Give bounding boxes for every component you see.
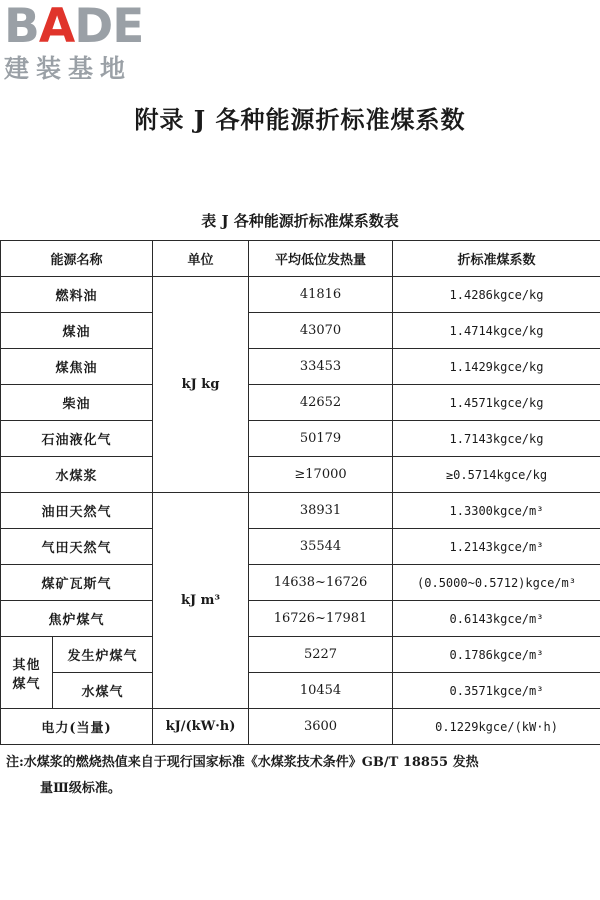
heat-value: 33453 bbox=[249, 349, 393, 385]
coefficient: ≥0.5714kgce/kg bbox=[393, 457, 600, 493]
bade-logo bbox=[4, 2, 179, 84]
heat-value: 14638~16726 bbox=[249, 565, 393, 601]
energy-coefficient-table bbox=[0, 240, 600, 745]
header-coefficient: 折标准煤系数 bbox=[393, 241, 600, 277]
other-gas-label: 其他 煤气 bbox=[1, 637, 53, 709]
heat-value: 42652 bbox=[249, 385, 393, 421]
energy-name: 电力(当量) bbox=[1, 709, 153, 745]
energy-name: 石油液化气 bbox=[1, 421, 153, 457]
table-row bbox=[1, 709, 600, 745]
coefficient: 0.1786kgce/m³ bbox=[393, 637, 600, 673]
table-row bbox=[1, 313, 600, 349]
heat-value: 50179 bbox=[249, 421, 393, 457]
table-header-row bbox=[1, 241, 600, 277]
header-energy-name: 能源名称 bbox=[1, 241, 153, 277]
coefficient: (0.5000~0.5712)kgce/m³ bbox=[393, 565, 600, 601]
coefficient: 1.4571kgce/kg bbox=[393, 385, 600, 421]
unit-kj-m3: kJ m³ bbox=[153, 493, 249, 709]
appendix-title: 附录 J 各种能源折标准煤系数 bbox=[134, 105, 466, 134]
logo-brand: BADE bbox=[4, 0, 144, 54]
heat-value: 41816 bbox=[249, 277, 393, 313]
energy-name: 油田天然气 bbox=[1, 493, 153, 529]
table-row bbox=[1, 565, 600, 601]
note-line-2: 量Ⅲ级标准。 bbox=[40, 781, 121, 796]
coefficient: 1.4286kgce/kg bbox=[393, 277, 600, 313]
energy-name: 柴油 bbox=[1, 385, 153, 421]
heat-value: 10454 bbox=[249, 673, 393, 709]
table-row bbox=[1, 529, 600, 565]
heat-value: 3600 bbox=[249, 709, 393, 745]
energy-name: 水煤气 bbox=[53, 673, 153, 709]
unit-kj-kg: kJ kg bbox=[153, 277, 249, 493]
table-row bbox=[1, 277, 600, 313]
heat-value: 5227 bbox=[249, 637, 393, 673]
unit-kj-kwh: kJ/(kW·h) bbox=[153, 709, 249, 745]
energy-name: 气田天然气 bbox=[1, 529, 153, 565]
energy-name: 水煤浆 bbox=[1, 457, 153, 493]
coefficient: 1.2143kgce/m³ bbox=[393, 529, 600, 565]
energy-name: 焦炉煤气 bbox=[1, 601, 153, 637]
energy-name: 发生炉煤气 bbox=[53, 637, 153, 673]
coefficient: 1.1429kgce/kg bbox=[393, 349, 600, 385]
table-row bbox=[1, 637, 600, 673]
coefficient: 0.1229kgce/(kW·h) bbox=[393, 709, 600, 745]
table-row bbox=[1, 457, 600, 493]
table-row bbox=[1, 673, 600, 709]
energy-name: 燃料油 bbox=[1, 277, 153, 313]
heat-value: 43070 bbox=[249, 313, 393, 349]
coefficient: 1.4714kgce/kg bbox=[393, 313, 600, 349]
table-caption: 表 J 各种能源折标准煤系数表 bbox=[201, 212, 399, 230]
heat-value: 16726~17981 bbox=[249, 601, 393, 637]
energy-name: 煤矿瓦斯气 bbox=[1, 565, 153, 601]
energy-name: 煤油 bbox=[1, 313, 153, 349]
coefficient: 0.3571kgce/m³ bbox=[393, 673, 600, 709]
table-row bbox=[1, 385, 600, 421]
header-unit: 单位 bbox=[153, 241, 249, 277]
energy-name: 煤焦油 bbox=[1, 349, 153, 385]
table-row bbox=[1, 493, 600, 529]
coefficient: 0.6143kgce/m³ bbox=[393, 601, 600, 637]
table-row bbox=[1, 601, 600, 637]
table-note bbox=[6, 750, 596, 802]
logo-subtitle: 建装基地 bbox=[4, 54, 133, 83]
heat-value: ≥17000 bbox=[249, 457, 393, 493]
table-row bbox=[1, 421, 600, 457]
table-row bbox=[1, 349, 600, 385]
heat-value: 38931 bbox=[249, 493, 393, 529]
coefficient: 1.3300kgce/m³ bbox=[393, 493, 600, 529]
note-line-1: 注:水煤浆的燃烧热值来自于现行国家标准《水煤浆技术条件》GB/T 18855 发热 bbox=[6, 755, 479, 770]
header-heat-value: 平均低位发热量 bbox=[249, 241, 393, 277]
coefficient: 1.7143kgce/kg bbox=[393, 421, 600, 457]
heat-value: 35544 bbox=[249, 529, 393, 565]
